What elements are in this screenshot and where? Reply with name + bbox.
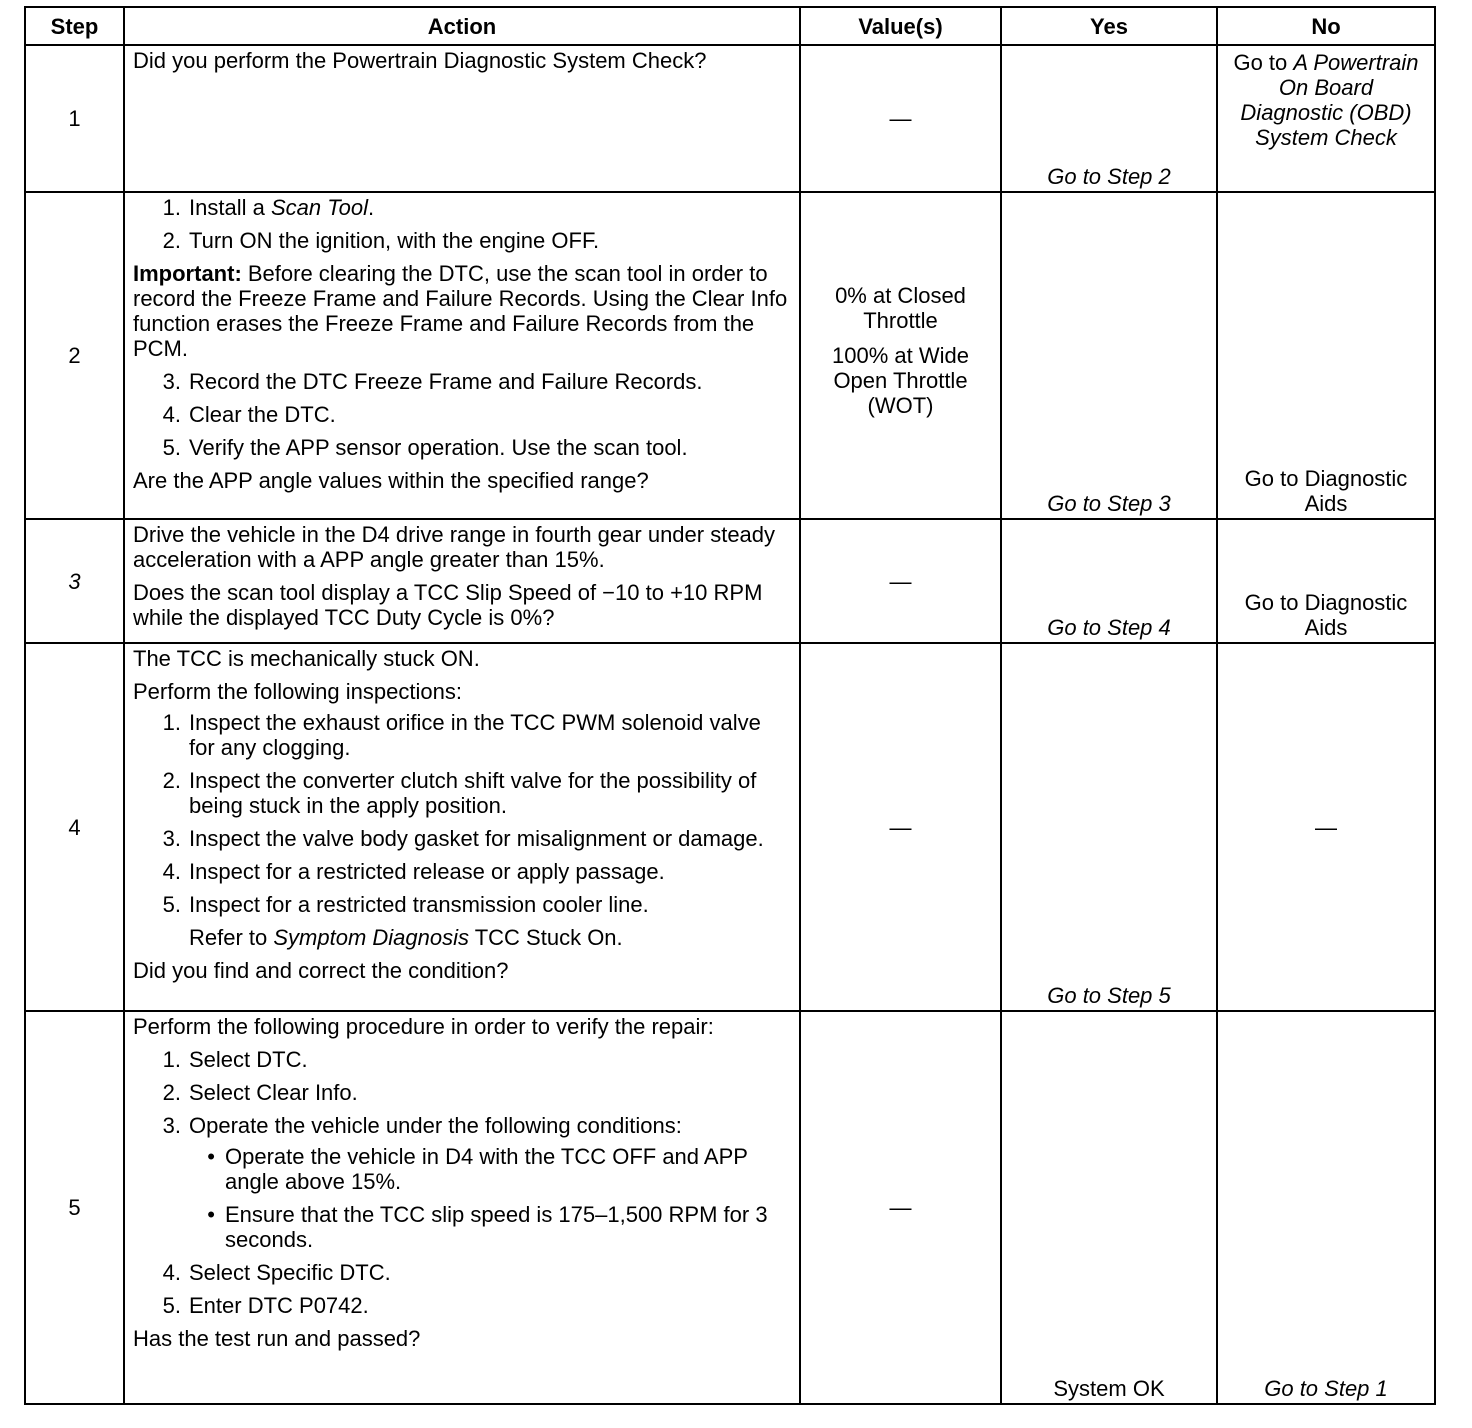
no-cell[interactable] (1217, 45, 1435, 192)
diagnostic-table (24, 6, 1436, 1405)
list-item (133, 710, 791, 760)
inspection-list (133, 710, 791, 917)
item-text: Operate the vehicle under the following conditions: (189, 1113, 682, 1138)
list-item (133, 1047, 791, 1072)
action-question: Has the test run and passed? (133, 1326, 421, 1351)
action-question: Does the scan tool display a TCC Slip Speed of −10 to +10 RPM while the displayed TCC Duty Cycle is 0%? (133, 580, 763, 630)
header-no: No (1217, 7, 1435, 45)
item-number: 3. (162, 826, 181, 851)
item-number: 2. (162, 768, 181, 793)
action-cell (124, 643, 800, 1011)
header-action: Action (124, 7, 800, 45)
item-number: 4. (162, 859, 181, 884)
no-cell[interactable]: Go to Diagnostic Aids (1217, 192, 1435, 519)
step-number: 5 (25, 1011, 124, 1404)
value-wot: 100% at Wide Open Throttle (WOT) (832, 343, 969, 418)
bullet-item (189, 1144, 791, 1194)
bullet-icon: • (207, 1144, 215, 1169)
scan-tool-ref: Scan Tool (270, 195, 368, 220)
item-text: Enter DTC P0742. (189, 1293, 369, 1318)
no-prefix: Go to (1233, 50, 1294, 75)
action-cell (124, 519, 800, 643)
item-text: Verify the APP sensor operation. Use the scan tool. (189, 435, 688, 460)
reference-note (133, 925, 791, 950)
value-cell: — (800, 45, 1001, 192)
header-values: Value(s) (800, 7, 1001, 45)
symptom-diagnosis-link[interactable]: Symptom Diagnosis (273, 925, 470, 950)
item-text: Record the DTC Freeze Frame and Failure Records. (189, 369, 703, 394)
item-number: 4. (162, 1260, 181, 1285)
value-cell: — (800, 1011, 1001, 1404)
item-number: 2. (162, 228, 181, 253)
table-row (25, 519, 1435, 643)
action-cell (124, 45, 800, 192)
list-item (133, 768, 791, 818)
item-text: Turn ON the ignition, with the engine OFF. (189, 228, 600, 253)
list-item (133, 369, 791, 394)
list-item (133, 1113, 791, 1252)
item-number: 3. (162, 369, 181, 394)
refer-text-end: TCC Stuck On. (469, 925, 623, 950)
item-number: 5. (162, 435, 181, 460)
condition-list (189, 1144, 791, 1252)
value-cell (800, 192, 1001, 519)
item-number: 3. (162, 1113, 181, 1138)
header-step: Step (25, 7, 124, 45)
bullet-text: Operate the vehicle in D4 with the TCC OFF and APP angle above 15%. (225, 1144, 748, 1194)
instruction-list (133, 369, 791, 460)
list-item (133, 228, 791, 253)
table-row (25, 643, 1435, 1011)
step-number: 4 (25, 643, 124, 1011)
action-question: Did you find and correct the condition? (133, 958, 509, 983)
no-cell[interactable]: Go to Step 1 (1217, 1011, 1435, 1404)
item-text: Inspect the valve body gasket for misalignment or damage. (189, 826, 764, 851)
bullet-text: Ensure that the TCC slip speed is 175–1,500 RPM for 3 seconds. (225, 1202, 768, 1252)
important-text: Before clearing the DTC, use the scan tool in order to record the Freeze Frame and Failure Records. Using the Clear Info function erases the Freeze Frame and Failure Records from the PCM. (133, 261, 788, 361)
yes-cell[interactable]: Go to Step 2 (1001, 45, 1217, 192)
item-text: Select DTC. (189, 1047, 308, 1072)
list-item (133, 859, 791, 884)
important-label: Important: (133, 261, 242, 286)
item-text: Inspect the exhaust orifice in the TCC PWM solenoid valve for any clogging. (189, 710, 761, 760)
bullet-item (189, 1202, 791, 1252)
list-item (133, 1260, 791, 1285)
item-text: Inspect the converter clutch shift valve for the possibility of being stuck in the apply position. (189, 768, 757, 818)
value-cell: — (800, 643, 1001, 1011)
item-text: Install a (189, 195, 271, 220)
action-text: Drive the vehicle in the D4 drive range in fourth gear under steady acceleration with a APP angle greater than 15%. (133, 522, 776, 572)
header-row (25, 7, 1435, 45)
item-number: 1. (162, 710, 181, 735)
item-text: Clear the DTC. (189, 402, 336, 427)
refer-text: Refer to (189, 925, 274, 950)
action-question: Are the APP angle values within the specified range? (133, 468, 649, 493)
instruction-list (133, 195, 791, 253)
important-note (133, 261, 791, 361)
bullet-icon: • (207, 1202, 215, 1227)
list-item (133, 1293, 791, 1318)
no-cell[interactable]: Go to Diagnostic Aids (1217, 519, 1435, 643)
action-cell (124, 192, 800, 519)
table-row (25, 45, 1435, 192)
yes-cell[interactable]: Go to Step 5 (1001, 643, 1217, 1011)
item-text: Select Specific DTC. (189, 1260, 391, 1285)
action-text: Perform the following inspections: (133, 679, 462, 704)
list-item (133, 826, 791, 851)
action-cell (124, 1011, 800, 1404)
list-item (133, 435, 791, 460)
step-number: 2 (25, 192, 124, 519)
list-item (133, 402, 791, 427)
item-number: 1. (162, 1047, 181, 1072)
item-number: 5. (162, 892, 181, 917)
yes-cell: System OK (1001, 1011, 1217, 1404)
item-text: Inspect for a restricted transmission cooler line. (189, 892, 649, 917)
no-link[interactable]: A Powertrain On Board Diagnostic (OBD) System Check (1240, 50, 1419, 150)
value-cell: — (800, 519, 1001, 643)
step-number: 3 (25, 519, 124, 643)
item-number: 5. (162, 1293, 181, 1318)
list-item (133, 1080, 791, 1105)
action-text: Perform the following procedure in order to verify the repair: (133, 1014, 714, 1039)
item-number: 4. (162, 402, 181, 427)
list-item (133, 195, 791, 220)
list-item (133, 892, 791, 917)
item-number: 1. (162, 195, 181, 220)
value-closed-throttle: 0% at Closed Throttle (835, 283, 966, 333)
procedure-list (133, 1047, 791, 1318)
header-yes: Yes (1001, 7, 1217, 45)
action-question: Did you perform the Powertrain Diagnostic System Check? (133, 48, 707, 73)
step-number: 1 (25, 45, 124, 192)
no-cell: — (1217, 643, 1435, 1011)
item-number: 2. (162, 1080, 181, 1105)
action-text: The TCC is mechanically stuck ON. (133, 646, 480, 671)
yes-cell[interactable]: Go to Step 3 (1001, 192, 1217, 519)
item-text-end: . (367, 195, 375, 220)
item-text: Inspect for a restricted release or apply passage. (189, 859, 665, 884)
yes-cell[interactable]: Go to Step 4 (1001, 519, 1217, 643)
item-text: Select Clear Info. (189, 1080, 358, 1105)
table-row (25, 1011, 1435, 1404)
table-row (25, 192, 1435, 519)
